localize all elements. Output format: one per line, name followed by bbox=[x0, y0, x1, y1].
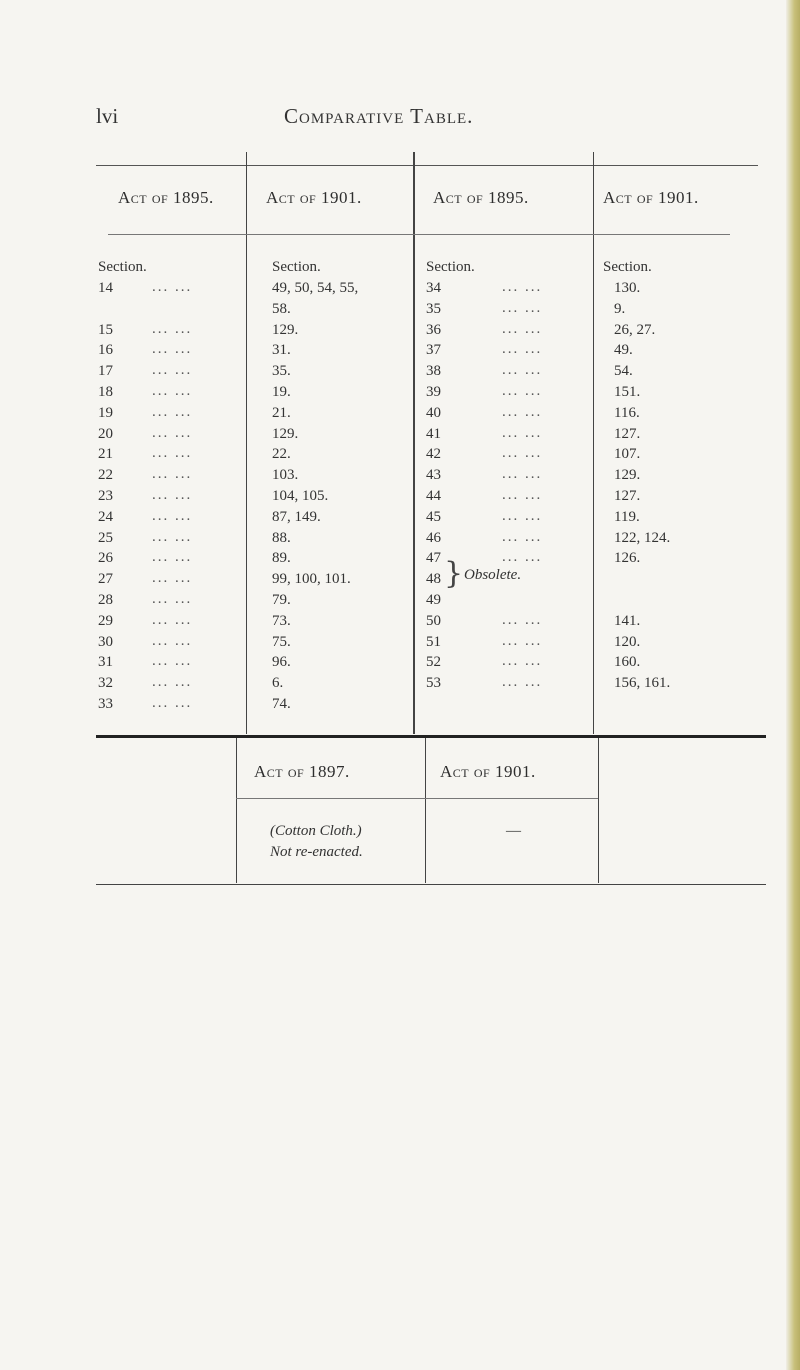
old-section-number: 48 bbox=[426, 571, 441, 588]
new-section-number: 126. bbox=[614, 550, 641, 567]
leader-dots: ... ... bbox=[502, 424, 543, 441]
section-label: Section. bbox=[98, 259, 147, 275]
new-section-number: 49. bbox=[614, 342, 633, 359]
leader-dots: ... ... bbox=[502, 653, 543, 670]
old-section-number: 30 bbox=[98, 633, 113, 650]
leader-dots: ... ... bbox=[502, 299, 543, 316]
new-section-number: 141. bbox=[614, 612, 641, 629]
table1-header-1901-left: Act of 1901. bbox=[266, 188, 362, 207]
old-section-number: 37 bbox=[426, 342, 441, 359]
new-section-number: 103. bbox=[272, 467, 299, 484]
section-label: Section. bbox=[603, 259, 652, 275]
leader-dots: ... ... bbox=[502, 362, 543, 379]
leader-dots: ... ... bbox=[152, 466, 193, 483]
running-title: Comparative Table. bbox=[284, 104, 474, 128]
new-section-number: 87, 149. bbox=[272, 508, 321, 525]
old-section-number: 43 bbox=[426, 467, 441, 484]
table1-divider-2 bbox=[413, 152, 415, 734]
table1-header-1895-right: Act of 1895. bbox=[433, 188, 529, 207]
new-section-number: 73. bbox=[272, 612, 291, 629]
leader-dots: ... ... bbox=[152, 632, 193, 649]
old-section-number: 35 bbox=[426, 300, 441, 317]
old-section-number: 42 bbox=[426, 446, 441, 463]
new-section-number: 129. bbox=[272, 425, 299, 442]
new-section-number: 31. bbox=[272, 342, 291, 359]
old-section-number: 15 bbox=[98, 321, 113, 338]
old-section-number: 38 bbox=[426, 363, 441, 380]
old-section-number: 23 bbox=[98, 488, 113, 504]
new-section-number: 9. bbox=[614, 300, 626, 317]
table2-divider-3 bbox=[598, 738, 599, 883]
leader-dots: ... ... bbox=[152, 653, 193, 670]
table2-divider-2 bbox=[425, 738, 426, 883]
table2-header-rule bbox=[236, 798, 598, 799]
old-section-number: 29 bbox=[98, 612, 113, 629]
old-section-number: 40 bbox=[426, 404, 441, 421]
old-section-number: 17 bbox=[98, 363, 113, 380]
leader-dots: ... ... bbox=[152, 591, 193, 607]
new-section-number: 75. bbox=[272, 633, 291, 650]
old-section-number: 51 bbox=[426, 633, 441, 650]
leader-dots: ... ... bbox=[502, 341, 543, 358]
table2-bottom-rule bbox=[96, 884, 766, 885]
old-section-number: 33 bbox=[98, 696, 113, 712]
table1-header-1901-right: Act of 1901. bbox=[603, 188, 699, 207]
leader-dots: ... ... bbox=[152, 279, 193, 295]
leader-dots: ... ... bbox=[152, 403, 193, 420]
leader-dots: ... ... bbox=[152, 445, 193, 462]
leader-dots: ... ... bbox=[152, 611, 193, 628]
new-section-number: 156, 161. bbox=[614, 675, 671, 692]
new-section-number: 58. bbox=[272, 300, 291, 317]
old-section-number: 32 bbox=[98, 675, 113, 692]
page-number: lvi bbox=[96, 104, 119, 128]
leader-dots: ... ... bbox=[502, 403, 543, 420]
old-section-number: 52 bbox=[426, 654, 441, 671]
table2-new-section: — bbox=[506, 823, 521, 839]
leader-dots: ... ... bbox=[502, 320, 543, 337]
new-section-number: 21. bbox=[272, 404, 291, 421]
leader-dots: ... ... bbox=[152, 362, 193, 379]
obsolete-note: Obsolete. bbox=[464, 567, 522, 583]
old-section-number: 28 bbox=[98, 592, 113, 608]
table2-note: Not re-enacted. bbox=[270, 844, 363, 860]
old-section-number: 22 bbox=[98, 467, 113, 484]
old-section-number: 47 bbox=[426, 550, 441, 567]
new-section-number: 151. bbox=[614, 384, 641, 400]
new-section-number: 130. bbox=[614, 280, 641, 296]
new-section-number: 127. bbox=[614, 425, 641, 442]
leader-dots: ... ... bbox=[152, 507, 193, 524]
leader-dots: ... ... bbox=[502, 674, 543, 691]
table2-header-1901: Act of 1901. bbox=[440, 762, 536, 781]
new-section-number: 116. bbox=[614, 404, 640, 421]
leader-dots: ... ... bbox=[502, 279, 543, 295]
new-section-number: 79. bbox=[272, 592, 291, 608]
leader-dots: ... ... bbox=[152, 570, 193, 587]
section-label: Section. bbox=[272, 259, 321, 275]
leader-dots: ... ... bbox=[502, 487, 543, 503]
leader-dots: ... ... bbox=[152, 528, 193, 545]
table1-top-rule bbox=[96, 165, 758, 166]
table1-bottom-rule bbox=[96, 735, 766, 738]
leader-dots: ... ... bbox=[502, 466, 543, 483]
new-section-number: 129. bbox=[614, 467, 641, 484]
leader-dots: ... ... bbox=[502, 445, 543, 462]
leader-dots: ... ... bbox=[152, 695, 193, 711]
old-section-number: 31 bbox=[98, 654, 113, 671]
new-section-number: 26, 27. bbox=[614, 321, 656, 338]
leader-dots: ... ... bbox=[502, 632, 543, 649]
leader-dots: ... ... bbox=[152, 320, 193, 337]
new-section-number: 22. bbox=[272, 446, 291, 463]
old-section-number: 50 bbox=[426, 612, 441, 629]
old-section-number: 25 bbox=[98, 529, 113, 546]
table2-subject: (Cotton Cloth.) bbox=[270, 823, 362, 839]
old-section-number: 46 bbox=[426, 529, 441, 546]
new-section-number: 54. bbox=[614, 363, 633, 380]
leader-dots: ... ... bbox=[502, 549, 543, 566]
old-section-number: 41 bbox=[426, 425, 441, 442]
old-section-number: 20 bbox=[98, 425, 113, 442]
new-section-number: 127. bbox=[614, 488, 641, 504]
leader-dots: ... ... bbox=[152, 674, 193, 691]
old-section-number: 14 bbox=[98, 280, 113, 296]
new-section-number: 119. bbox=[614, 508, 640, 525]
new-section-number: 160. bbox=[614, 654, 641, 671]
table1-divider-3 bbox=[593, 152, 594, 734]
page-edge bbox=[786, 0, 800, 1370]
new-section-number: 19. bbox=[272, 384, 291, 400]
new-section-number: 129. bbox=[272, 321, 299, 338]
old-section-number: 45 bbox=[426, 508, 441, 525]
new-section-number: 104, 105. bbox=[272, 488, 329, 504]
old-section-number: 19 bbox=[98, 404, 113, 421]
new-section-number: 99, 100, 101. bbox=[272, 571, 351, 588]
new-section-number: 35. bbox=[272, 363, 291, 380]
leader-dots: ... ... bbox=[152, 487, 193, 503]
old-section-number: 26 bbox=[98, 550, 113, 567]
new-section-number: 107. bbox=[614, 446, 641, 463]
old-section-number: 39 bbox=[426, 384, 441, 400]
new-section-number: 122, 124. bbox=[614, 529, 671, 546]
leader-dots: ... ... bbox=[502, 383, 543, 399]
table2-divider-1 bbox=[236, 738, 237, 883]
new-section-number: 96. bbox=[272, 654, 291, 671]
leader-dots: ... ... bbox=[502, 507, 543, 524]
old-section-number: 24 bbox=[98, 508, 113, 525]
old-section-number: 21 bbox=[98, 446, 113, 463]
leader-dots: ... ... bbox=[152, 549, 193, 566]
table1-divider-1 bbox=[246, 152, 247, 734]
old-section-number: 18 bbox=[98, 384, 113, 400]
leader-dots: ... ... bbox=[152, 383, 193, 399]
table1-header-1895-left: Act of 1895. bbox=[118, 188, 214, 207]
new-section-number: 6. bbox=[272, 675, 284, 692]
old-section-number: 44 bbox=[426, 488, 441, 504]
old-section-number: 36 bbox=[426, 321, 441, 338]
new-section-number: 88. bbox=[272, 529, 291, 546]
old-section-number: 16 bbox=[98, 342, 113, 359]
new-section-number: 74. bbox=[272, 696, 291, 712]
table1-header-rule bbox=[108, 234, 730, 235]
old-section-number: 34 bbox=[426, 280, 441, 296]
section-label: Section. bbox=[426, 259, 475, 275]
old-section-number: 49 bbox=[426, 592, 441, 608]
leader-dots: ... ... bbox=[502, 528, 543, 545]
new-section-number: 49, 50, 54, 55, bbox=[272, 280, 359, 296]
leader-dots: ... ... bbox=[152, 424, 193, 441]
new-section-number: 89. bbox=[272, 550, 291, 567]
obsolete-brace: } bbox=[444, 556, 464, 591]
leader-dots: ... ... bbox=[152, 341, 193, 358]
table2-header-1897: Act of 1897. bbox=[254, 762, 350, 781]
new-section-number: 120. bbox=[614, 633, 641, 650]
old-section-number: 27 bbox=[98, 571, 113, 588]
leader-dots: ... ... bbox=[502, 611, 543, 628]
old-section-number: 53 bbox=[426, 675, 441, 692]
